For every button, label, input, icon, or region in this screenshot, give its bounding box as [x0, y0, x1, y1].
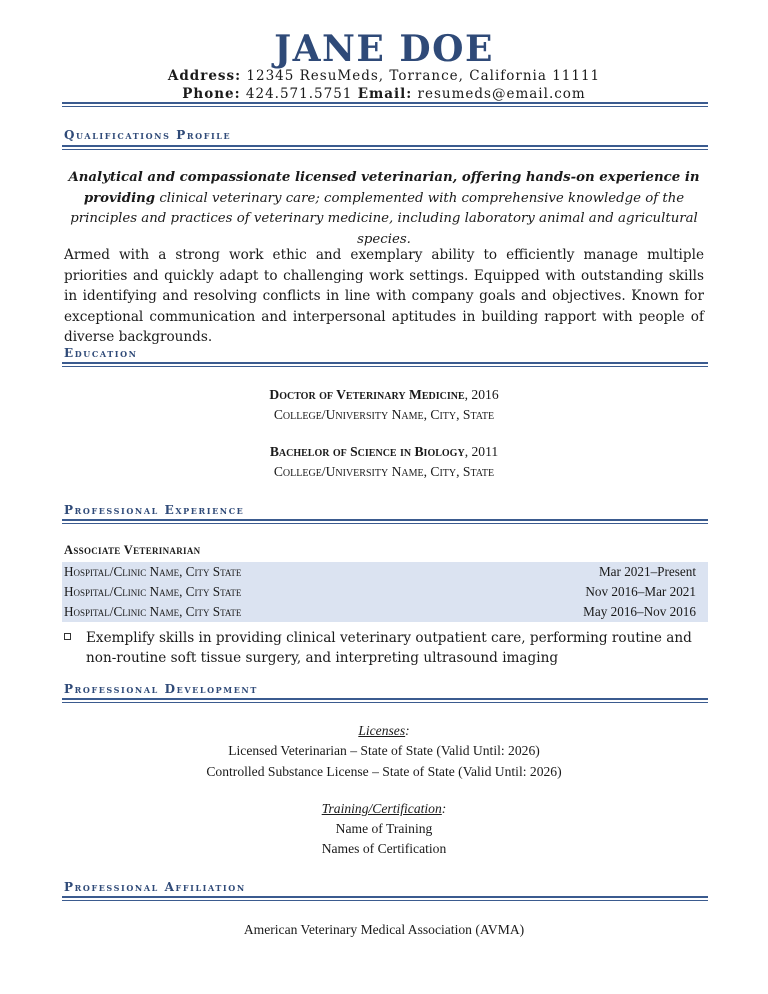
- degree-name: Bachelor of Science in Biology: [269, 444, 465, 459]
- summary-rest: clinical veterinary care; complemented with comprehensive knowledge of the principles and practices of veterinary medicine, including laboratory animal and agricultural species.: [70, 190, 698, 247]
- job-dates: Mar 2021–Present: [598, 564, 696, 579]
- square-bullet-icon: [64, 633, 71, 640]
- education-school-2: College/University Name, City, State: [273, 464, 495, 479]
- licenses-label: Licenses:: [358, 723, 410, 738]
- section-title-development: Professional Development: [64, 682, 258, 696]
- section-title-affiliation: Professional Affiliation: [64, 880, 246, 894]
- license-item: Licensed Veterinarian – State of State (Valid Until: 2026): [228, 743, 540, 758]
- summary-bold: Analytical and compassionate licensed veterinarian, offering hands-on experience in providing: [68, 170, 700, 206]
- bullet-text: Exemplify skills in providing clinical veterinary outpatient care, performing routine and non-routine soft tissue surgery, and interpreting ultrasound imaging: [86, 630, 692, 666]
- header-divider: [62, 102, 708, 108]
- job-row: [62, 602, 708, 622]
- license-item: Controlled Substance License – State of State (Valid Until: 2026): [206, 764, 562, 779]
- candidate-name: JANE DOE: [274, 28, 494, 70]
- education-degree-1: [0, 387, 768, 403]
- section-divider: [62, 519, 708, 525]
- training-label: Training/Certification:: [321, 801, 447, 816]
- training-item: Names of Certification: [321, 841, 447, 856]
- experience-bullet: [64, 628, 708, 668]
- contact-address: [0, 68, 768, 84]
- address-value: 12345 ResuMeds, Torrance, California 11111: [246, 68, 601, 84]
- address-label: Address:: [167, 68, 242, 84]
- email-value: resumeds@email.com: [417, 86, 586, 102]
- education-degree-2: [0, 444, 768, 460]
- affiliation-item: American Veterinary Medical Association (AVMA): [243, 922, 525, 937]
- training-item: Name of Training: [335, 821, 433, 836]
- contact-phone-email: [0, 86, 768, 102]
- section-divider: [62, 698, 708, 704]
- qualifications-paragraph: Armed with a strong work ethic and exemplary ability to efficiently manage multiple priorities and quickly adapt to challenging work settings. Equipped with outstanding skills in identifying and resolving conflicts in line with company goals and objectives. Known for exceptional communication and interpersonal aptitudes in building rapport with people of diverse backgrounds.: [64, 247, 704, 345]
- education-school-1: College/University Name, City, State: [273, 407, 495, 422]
- degree-year: , 2011: [464, 444, 499, 459]
- phone-label: Phone:: [182, 86, 241, 102]
- section-title-experience: Professional Experience: [64, 503, 245, 517]
- job-place: Hospital/Clinic Name, City State: [64, 564, 242, 579]
- job-dates: Nov 2016–Mar 2021: [585, 584, 696, 599]
- phone-value: 424.571.5751: [245, 86, 353, 102]
- section-title-qualifications: Qualifications Profile: [64, 128, 232, 142]
- section-divider: [62, 362, 708, 368]
- job-row: [62, 582, 708, 602]
- job-place: Hospital/Clinic Name, City State: [64, 584, 242, 599]
- job-title: Associate Veterinarian: [64, 543, 201, 557]
- job-dates: May 2016–Nov 2016: [583, 604, 696, 619]
- section-title-education: Education: [64, 346, 138, 360]
- job-row: [62, 562, 708, 582]
- qualifications-summary: [64, 168, 704, 250]
- degree-year: , 2016: [464, 387, 499, 402]
- degree-name: Doctor of Veterinary Medicine: [269, 387, 465, 402]
- section-divider: [62, 145, 708, 151]
- email-label: Email:: [357, 86, 413, 102]
- job-place: Hospital/Clinic Name, City State: [64, 604, 242, 619]
- section-divider: [62, 896, 708, 902]
